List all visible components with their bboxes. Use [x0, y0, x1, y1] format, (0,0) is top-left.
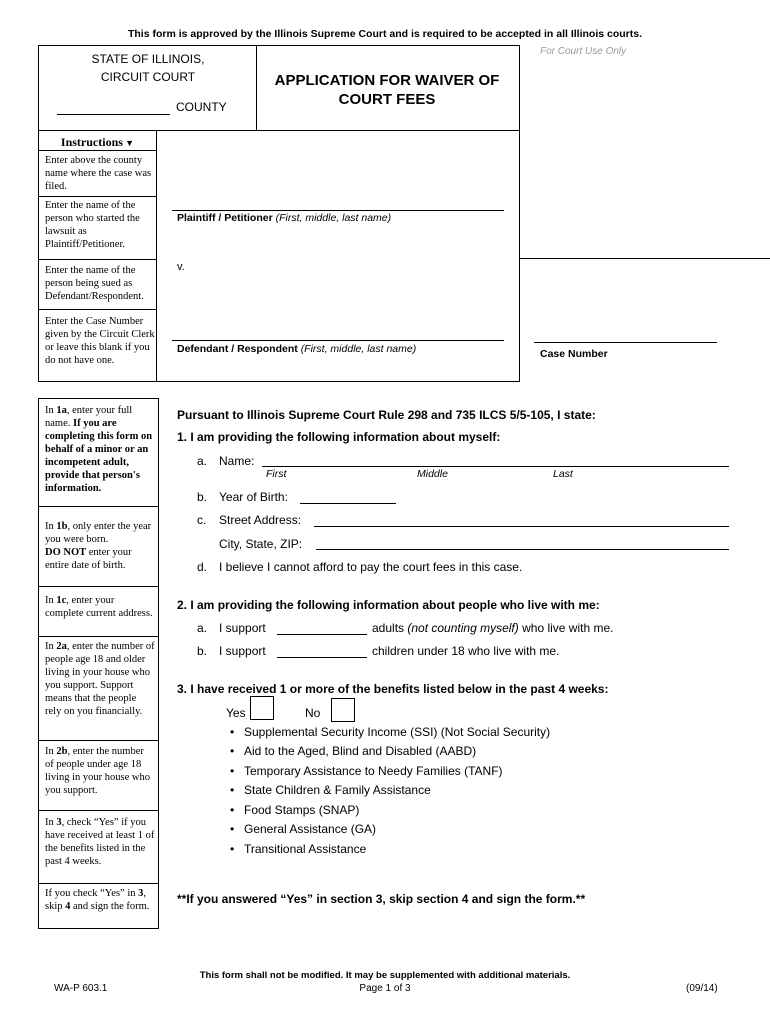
side-instr-1c: In 1c, enter your complete current address.: [45, 595, 153, 619]
form-title-2: COURT FEES: [338, 91, 436, 108]
name-input-line[interactable]: [262, 466, 729, 467]
item-2a-letter: a.: [197, 621, 208, 635]
skip-section-note: **If you answered “Yes” in section 3, skip section 4 and sign the form.**: [177, 892, 586, 906]
form-id: WA-P 603.1: [54, 983, 108, 994]
county-input-line[interactable]: [57, 114, 170, 115]
benefit-item: • Temporary Assistance to Needy Families (TANF): [244, 764, 503, 778]
support-adults-label: I support: [219, 621, 266, 635]
form-title-1: APPLICATION FOR WAIVER OF: [274, 72, 500, 89]
form-date: (09/14): [686, 983, 718, 994]
section-2-heading: 2. I am providing the following information about people who live with me:: [177, 598, 600, 612]
yes-checkbox[interactable]: [250, 696, 274, 720]
item-2b-letter: b.: [197, 644, 208, 658]
plaintiff-input-line[interactable]: [172, 210, 504, 211]
defendant-input-line[interactable]: [172, 340, 504, 341]
case-number-input-line[interactable]: [534, 342, 717, 343]
instr-case-number: Enter the Case Number given by the Circuit Clerk or leave this blank if you do not have one.: [45, 316, 155, 366]
city-state-zip-label: City, State, ZIP:: [219, 537, 303, 551]
side-instr-1a: In 1a, enter your full name. If you are completing this form on behalf of a minor or an incompetent adult, provide that person's information.: [45, 405, 153, 494]
name-label: Name:: [219, 454, 255, 468]
footer-notice: This form shall not be modified. It may be supplemented with additional materials.: [199, 970, 571, 981]
county-label: COUNTY: [176, 100, 227, 114]
intro-statement: Pursuant to Illinois Supreme Court Rule 298 and 735 ILCS 5/5-105, I state:: [177, 408, 596, 422]
instr-defendant: Enter the name of the person being sued as Defendant/Respondent.: [45, 265, 144, 302]
children-count-input-line[interactable]: [277, 657, 367, 658]
cannot-afford-statement: I believe I cannot afford to pay the court fees in this case.: [219, 560, 523, 574]
city-state-zip-input-line[interactable]: [316, 549, 729, 550]
benefit-item: • Aid to the Aged, Blind and Disabled (AABD): [244, 744, 476, 758]
no-label: No: [305, 706, 321, 720]
instr-county: Enter above the county name where the case was filed.: [45, 155, 152, 192]
section-3-heading: 3. I have received 1 or more of the benefits listed below in the past 4 weeks:: [177, 682, 609, 696]
circuit-label: CIRCUIT COURT: [100, 70, 196, 84]
side-instr-3: In 3, check “Yes” if you have received at least 1 of the benefits listed in the past 4 weeks.: [45, 817, 155, 867]
street-address-input-line[interactable]: [314, 526, 729, 527]
instructions-heading: Instructions ▼: [60, 135, 135, 149]
page-number: Page 1 of 3: [359, 983, 411, 994]
adults-text: adults (not counting myself) who live with me.: [372, 621, 614, 635]
middle-name-hint: Middle: [417, 468, 448, 480]
side-instr-2a: In 2a, enter the number of people age 18 and older living in your house who you support. Support means that the people rely on you financially.: [45, 641, 155, 717]
item-c-letter: c.: [197, 513, 207, 527]
street-address-label: Street Address:: [219, 513, 302, 527]
first-name-hint: First: [266, 468, 287, 480]
benefit-item: • Food Stamps (SNAP): [244, 803, 359, 817]
benefit-item: • Transitional Assistance: [244, 842, 366, 856]
plaintiff-label: Plaintiff / Petitioner (First, middle, last name): [177, 212, 392, 224]
side-instr-2b: In 2b, enter the number of people under age 18 living in your house who you support.: [45, 746, 150, 796]
section-1-heading: 1. I am providing the following information about myself:: [177, 430, 501, 444]
header-notice: This form is approved by the Illinois Supreme Court and is required to be accepted in all Illinois courts.: [127, 28, 642, 40]
item-a-letter: a.: [197, 454, 208, 468]
year-of-birth-label: Year of Birth:: [219, 490, 288, 504]
year-of-birth-input-line[interactable]: [300, 503, 396, 504]
children-text: children under 18 who live with me.: [372, 644, 560, 658]
support-children-label: I support: [219, 644, 266, 658]
case-number-label: Case Number: [540, 348, 608, 360]
state-label: STATE OF ILLINOIS,: [91, 52, 205, 66]
side-instr-4: If you check “Yes” in 3, skip 4 and sign the form.: [45, 888, 150, 912]
yes-label: Yes: [226, 706, 246, 720]
item-b-letter: b.: [197, 490, 208, 504]
versus-label: v.: [177, 261, 185, 273]
benefit-item: • State Children & Family Assistance: [244, 783, 431, 797]
benefit-item: • Supplemental Security Income (SSI) (Not Social Security): [244, 725, 550, 739]
benefit-item: • General Assistance (GA): [244, 822, 376, 836]
adults-count-input-line[interactable]: [277, 634, 367, 635]
last-name-hint: Last: [553, 468, 573, 480]
item-d-letter: d.: [197, 560, 208, 574]
instr-plaintiff: Enter the name of the person who started the lawsuit as Plaintiff/Petitioner.: [45, 200, 140, 250]
court-use-label: For Court Use Only: [540, 46, 627, 57]
defendant-label: Defendant / Respondent (First, middle, last name): [177, 343, 417, 355]
no-checkbox[interactable]: [331, 698, 355, 722]
triangle-down-icon: ▼: [122, 138, 135, 148]
side-instr-1b: In 1b, only enter the year you were born. DO NOT enter your entire date of birth.: [45, 521, 152, 571]
